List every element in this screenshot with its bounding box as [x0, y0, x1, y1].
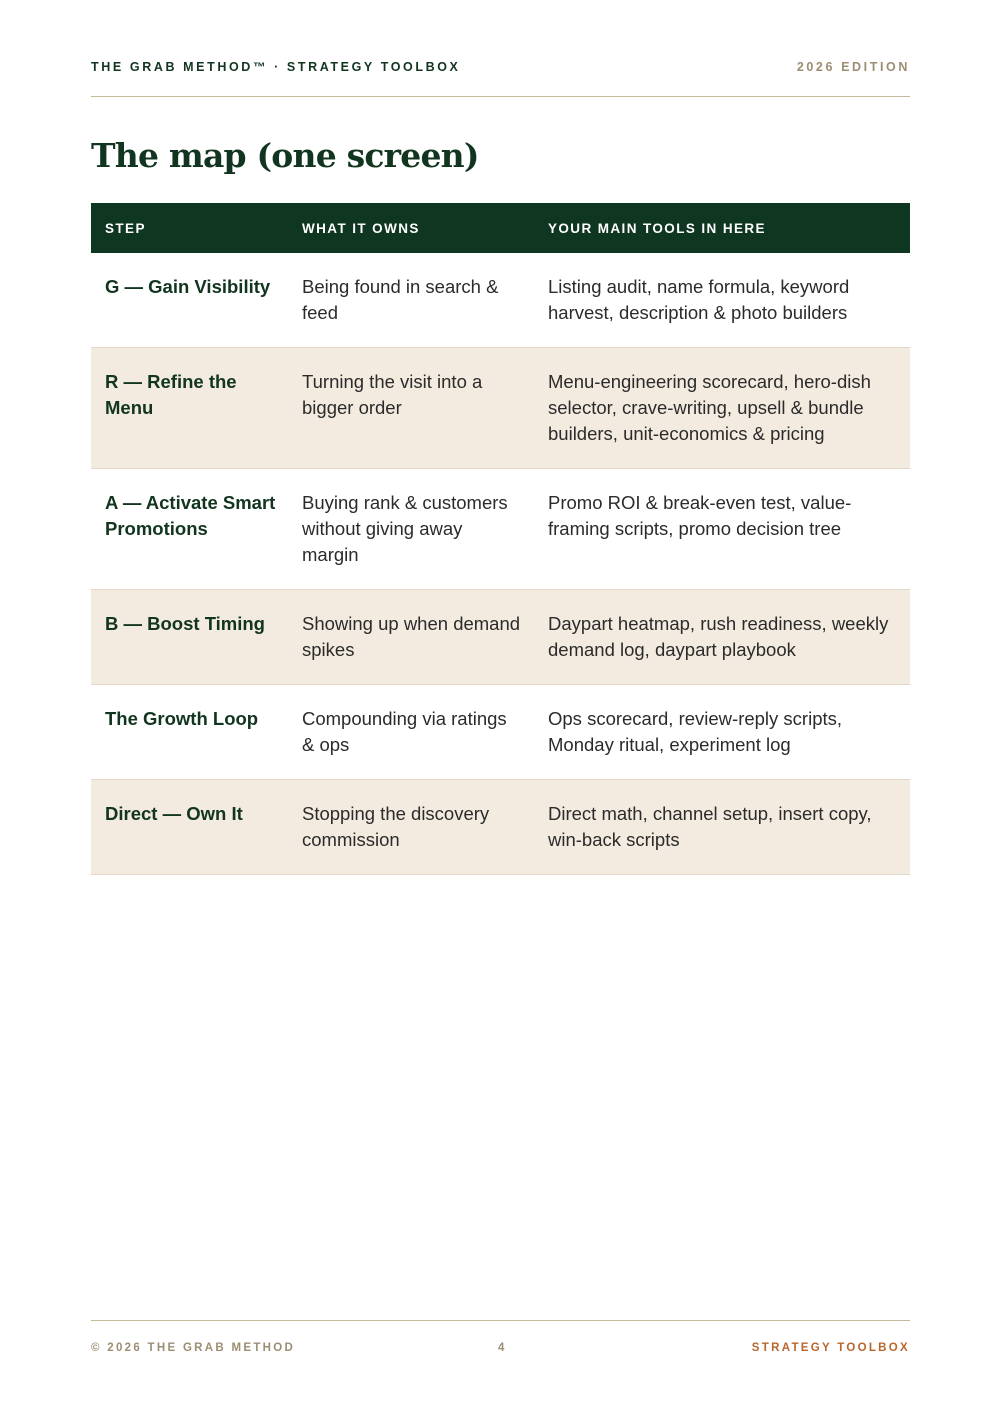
- owns-cell: Turning the visit into a bigger order: [288, 348, 534, 469]
- tools-cell: Menu-engineering scorecard, hero-dish selector, crave-writing, upsell & bundle builders, unit-economics & pricing: [534, 348, 910, 469]
- owns-cell: Buying rank & customers without giving away margin: [288, 469, 534, 590]
- table-row: [91, 253, 910, 348]
- page-header: [91, 60, 910, 97]
- copyright-text: © 2026 THE GRAB METHOD: [91, 1342, 296, 1354]
- tools-cell: Listing audit, name formula, keyword harvest, description & photo builders: [534, 253, 910, 348]
- table-row: [91, 590, 910, 685]
- step-cell: G — Gain Visibility: [91, 253, 288, 348]
- tools-cell: Direct math, channel setup, insert copy, win-back scripts: [534, 780, 910, 875]
- step-cell: R — Refine the Menu: [91, 348, 288, 469]
- owns-cell: Showing up when demand spikes: [288, 590, 534, 685]
- brand-title: THE GRAB METHOD™ · STRATEGY TOOLBOX: [91, 60, 461, 74]
- footer-section-label: STRATEGY TOOLBOX: [751, 1342, 910, 1354]
- step-cell: B — Boost Timing: [91, 590, 288, 685]
- owns-cell: Being found in search & feed: [288, 253, 534, 348]
- owns-cell: Stopping the discovery commission: [288, 780, 534, 875]
- tools-cell: Daypart heatmap, rush readiness, weekly demand log, daypart playbook: [534, 590, 910, 685]
- page-title: The map (one screen): [91, 136, 479, 175]
- table-header: [91, 203, 910, 253]
- table-row: [91, 469, 910, 590]
- table-row: [91, 348, 910, 469]
- column-header-step: STEP: [91, 203, 288, 253]
- owns-cell: Compounding via ratings & ops: [288, 685, 534, 780]
- table-header-row: [91, 203, 910, 253]
- column-header-owns: WHAT IT OWNS: [288, 203, 534, 253]
- page-footer: [91, 1320, 910, 1361]
- step-cell: Direct — Own It: [91, 780, 288, 875]
- step-cell: A — Activate Smart Promotions: [91, 469, 288, 590]
- page-number: 4: [498, 1342, 505, 1354]
- step-cell: The Growth Loop: [91, 685, 288, 780]
- grab-map-table: [91, 203, 910, 875]
- tools-cell: Ops scorecard, review-reply scripts, Monday ritual, experiment log: [534, 685, 910, 780]
- table-body: [91, 253, 910, 875]
- edition-label: 2026 EDITION: [796, 60, 910, 74]
- column-header-tools: YOUR MAIN TOOLS IN HERE: [534, 203, 910, 253]
- table-row: [91, 685, 910, 780]
- table-row: [91, 780, 910, 875]
- tools-cell: Promo ROI & break-even test, value-framing scripts, promo decision tree: [534, 469, 910, 590]
